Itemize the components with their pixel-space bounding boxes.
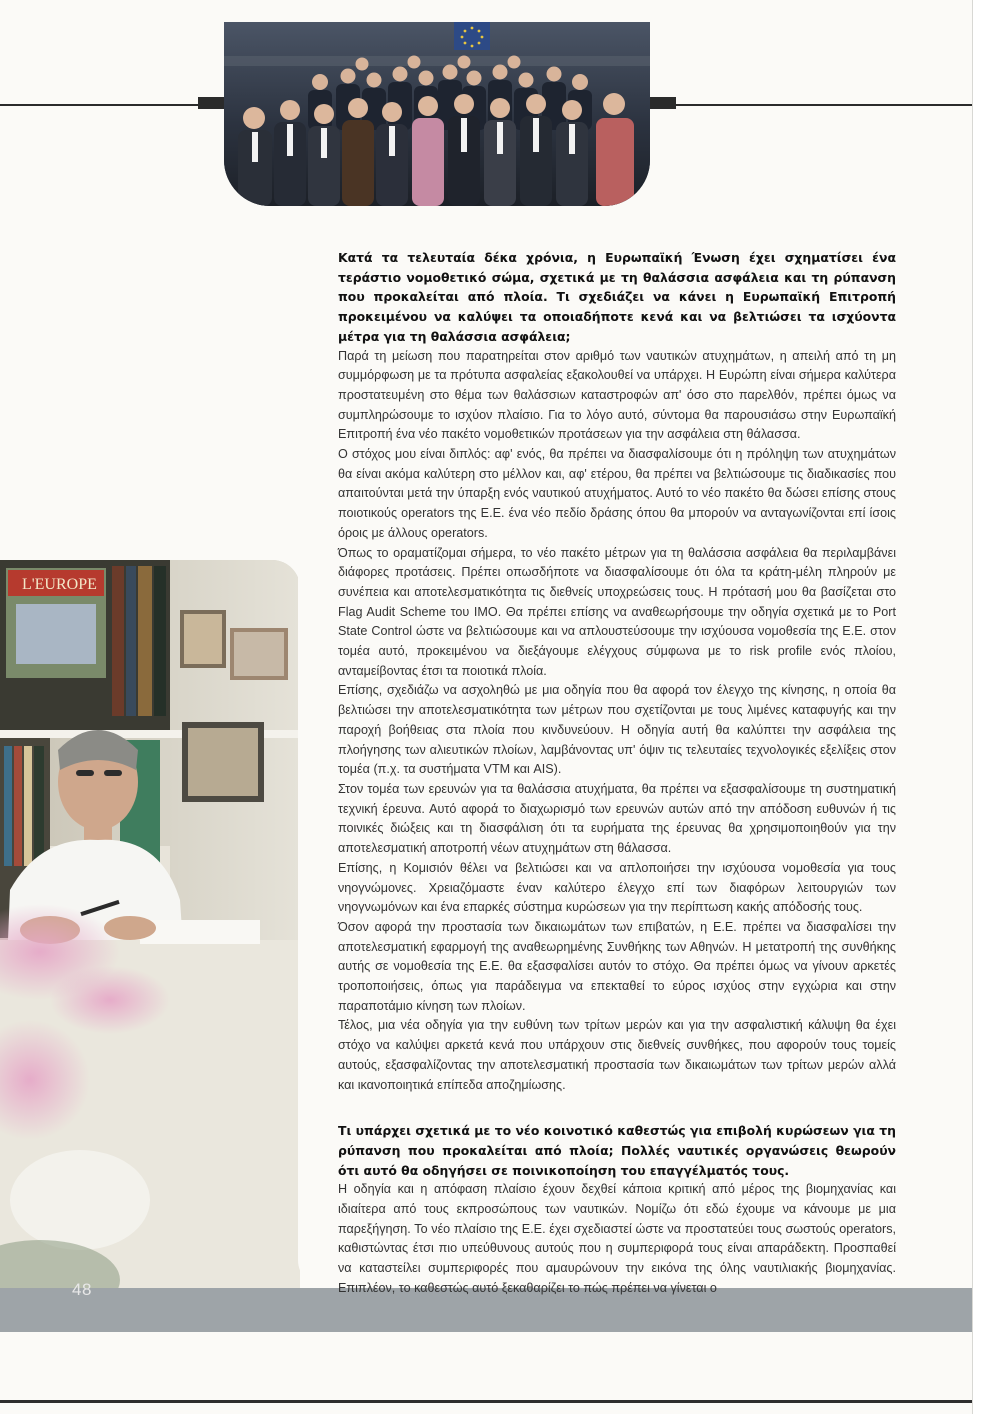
header-rule-tab-left (198, 97, 226, 109)
office-photo-illustration (0, 560, 300, 1332)
header-rule-left (0, 104, 226, 106)
group-photo (224, 22, 650, 206)
answer-1-paragraph: Στον τομέα των ερευνών για τα θαλάσσια ατυχήματα, θα πρέπει να εξασφαλίσουμε τη συστηματική τεχνική έρευνα. Αυτό αφορά το διαχωρισμό των ερευνών αυτών από την απόδοση ευθυνών ή τις ποινικές διώξεις και τη διασφάλιση ότι τα ευρήματα της έρευνας θα χρησιμοποιηθούν για την αποτελεσματική αποτροπή νέων ατυχημάτων στη θάλασσα. (338, 781, 896, 856)
adjacent-page-edge (972, 0, 1000, 1414)
header-rule-right (648, 104, 972, 106)
office-photo (0, 560, 300, 1332)
answer-1-paragraph: Όσον αφορά την προστασία των δικαιωμάτων των επιβατών, η Ε.Ε. πρέπει να διασφαλίσει την αποτελεσματική εφαρμογή της αναθεωρημένης Συνθήκης των Αθηνών. Η μετατροπή της συνθήκης αυτής σε νομοθεσία της Ε.Ε. θα εξασφαλίσει αυτόν το στόχο. Θα πρέπει όμως να γίνουν αρκετές τροποποιήσεις, όπως για παράδειγμα να επεκταθεί το εύρος ισχύος στην εγχώρια και στην παραποτάμιο κίνηση των πλοίων. (338, 919, 896, 1013)
people-front-row (238, 93, 634, 206)
answer-1-paragraph: Παρά τη μείωση που παρατηρείται στον αριθμό των ναυτικών ατυχημάτων, η απειλή από τη μη συμμόρφωση με τα πρότυπα ασφαλείας εξακολουθεί να υπάρχει. Η Ευρώπη είναι σήμερα καλύτερα προστατευμένη στο θέμα των θαλάσσιων καταστροφών απ' όσο στο παρελθόν, πρέπει όμως να συμπληρώσουμε το ισχύον πλαίσιο. Για το λόγο αυτό, σύντομα θα παρουσιάσω στην Ευρωπαϊκή Επιτροπή ένα νέο πακέτο νομοθετικών προτάσεων για την ασφάλεια στη θάλασσα. (338, 348, 896, 442)
answer-2-paragraph: Η οδηγία και η απόφαση πλαίσιο έχουν δεχθεί κάποια κριτική από μέρος της βιομηχανίας και ιδιαίτερα από τους εκπροσώπους των ναυτικών. Νομίζω ότι εδώ έχουμε να κάνουμε με μια παρεξήγηση. Το νέο πλαίσιο της Ε.Ε. έχει σχεδιαστεί ώστε να προστατεύει τους σωστούς operators, καθιστώντας έτσι πιο υπεύθυνους αυτούς που η συμπεριφορά τους είναι απαράδεκτη. Προσπαθεί να καταστείλει συμπεριφορές που αμαυρώνουν την εικόνα της όλης ναυτιλιακής βιομηχανίας. Επιπλέον, το καθεστώς αυτό ξεκαθαρίζει το πώς πρέπει να γίνεται ο (338, 1182, 896, 1295)
book-title: L'EUROPE (22, 576, 97, 593)
answer-1-paragraph: Όπως το οραματίζομαι σήμερα, το νέο πακέτο μέτρων για τη θαλάσσια ασφάλεια θα περιλαμβάνει διάφορες προτάσεις. Πρέπει οπωσδήποτε να διασφαλίσουμε ότι όλα τα κράτη-μέλη πληρούν με συνέπεια και αποτελεσματικότητα τις διεθνείς υποχρεώσεις τους. Η πρότασή μου θα βασίζεται στο Flag Audit Scheme του IMO. Θα πρέπει επίσης να αναθεωρήσουμε την οδηγία σχετικά με το Port State Control ώστε να βελτιώσουμε και να απλουστεύσουμε την ισχύουσα νομοθεσία της Ε.Ε. στον τομέα αυτό, προκειμένου να διεξάγουμε ελέγχους σύμφωνα με το risk profile ενός πλοίου, ανταμείβοντας έτσι τα ποιοτικά πλοία. (338, 545, 896, 678)
group-photo-illustration (224, 22, 650, 206)
question-1: Κατά τα τελευταία δέκα χρόνια, η Ευρωπαϊκή Ένωση έχει σχηματίσει ένα τεράστιο νομοθετικό σώμα, σχετικά με τη θαλάσσια ασφάλεια και τη ρύπανση που προκαλείται από πλοία. Τι σχεδιάζει να κάνει η Ευρωπαϊκή Επιτροπή προκειμένου να καλύψει τα οποιαδήποτε κενά και να βελτιώσει τα ισχύοντα μέτρα για τη θαλάσσια ασφάλεια; (338, 250, 896, 344)
interview-content (338, 248, 896, 1299)
answer-1-paragraph: Ο στόχος μου είναι διπλός: αφ' ενός, θα πρέπει να διασφαλίσουμε ότι η πρόληψη των ατυχημάτων θα είναι ακόμα καλύτερη στο μέλλον και, αφ' ετέρου, θα πρέπει να βελτιώσουμε τις διαδικασίες που απαιτούνται μετά την ύπαρξη ενός ναυτικού ατυχήματος. Αυτό το νέο πακέτο θα δώσει επίσης στους ποιοτικούς operators της Ε.Ε. ένα νέο πεδίο δράσης όπου θα μπορούν να ανταγωνίζονται επί ίσοις όροις με άλλους operators. (338, 447, 896, 540)
answer-1-paragraph: Επίσης, σχεδιάζω να ασχοληθώ με μια οδηγία που θα αφορά τον έλεγχο της κίνησης, η οποία θα βελτιώσει την αποτελεσματικότητα των μέτρων που σχετίζονται με τους λιμένες καταφυγής και την παροχή βοήθειας στα πλοία που κινδυνεύουν. Η οδηγία αυτή θα καλύπτει την ασφάλεια της πλοήγησης των αλιευτικών πλοίων, λαμβάνοντας υπ' όψιν τις τελευταίες τεχνολογικές εξελίξεις στον τομέα (π.χ. τα συστήματα VTM και AIS). (338, 683, 896, 777)
bottom-rule (0, 1400, 972, 1403)
question-2: Τι υπάρχει σχετικά με το νέο κοινοτικό καθεστώς για επιβολή κυρώσεων για τη ρύπανση που προκαλείται από πλοία; Πολλές ναυτικές οργανώσεις θεωρούν ότι αυτό θα οδηγήσει σε ποινικοποίηση του επαγγέλματός τους. (338, 1123, 896, 1178)
answer-1-paragraph: Τέλος, μια νέα οδηγία για την ευθύνη των τρίτων μερών και για την ασφαλιστική κάλυψη θα έχει στόχο να καλύψει αρκετά κενά που υπάρχουν στις διεθνείς συνθήκες, που αφορούν τους τομείς αυτούς, εξασφαλίζοντας την αποτελεσματική προστασία των δικαιωμάτων των τρίτων μερών αλλά και ικανοποιητικά επίπεδα αποζημίωσης. (338, 1018, 896, 1092)
header-rule-tab-right (648, 97, 676, 109)
page-number: 48 (72, 1280, 92, 1299)
answer-1-paragraph: Επίσης, η Κομισιόν θέλει να βελτιώσει και να απλοποιήσει την ισχύουσα νομοθεσία για τους νηογνώμονες. Χρειαζόμαστε έναν καλύτερο έλεγχο επί των διαφόρων λειτουργιών των νηογνωμόνων και ένα επαρκές σύστημα κυρώσεων για την περίπτωση κακής απόδοσής τους. (338, 860, 896, 915)
